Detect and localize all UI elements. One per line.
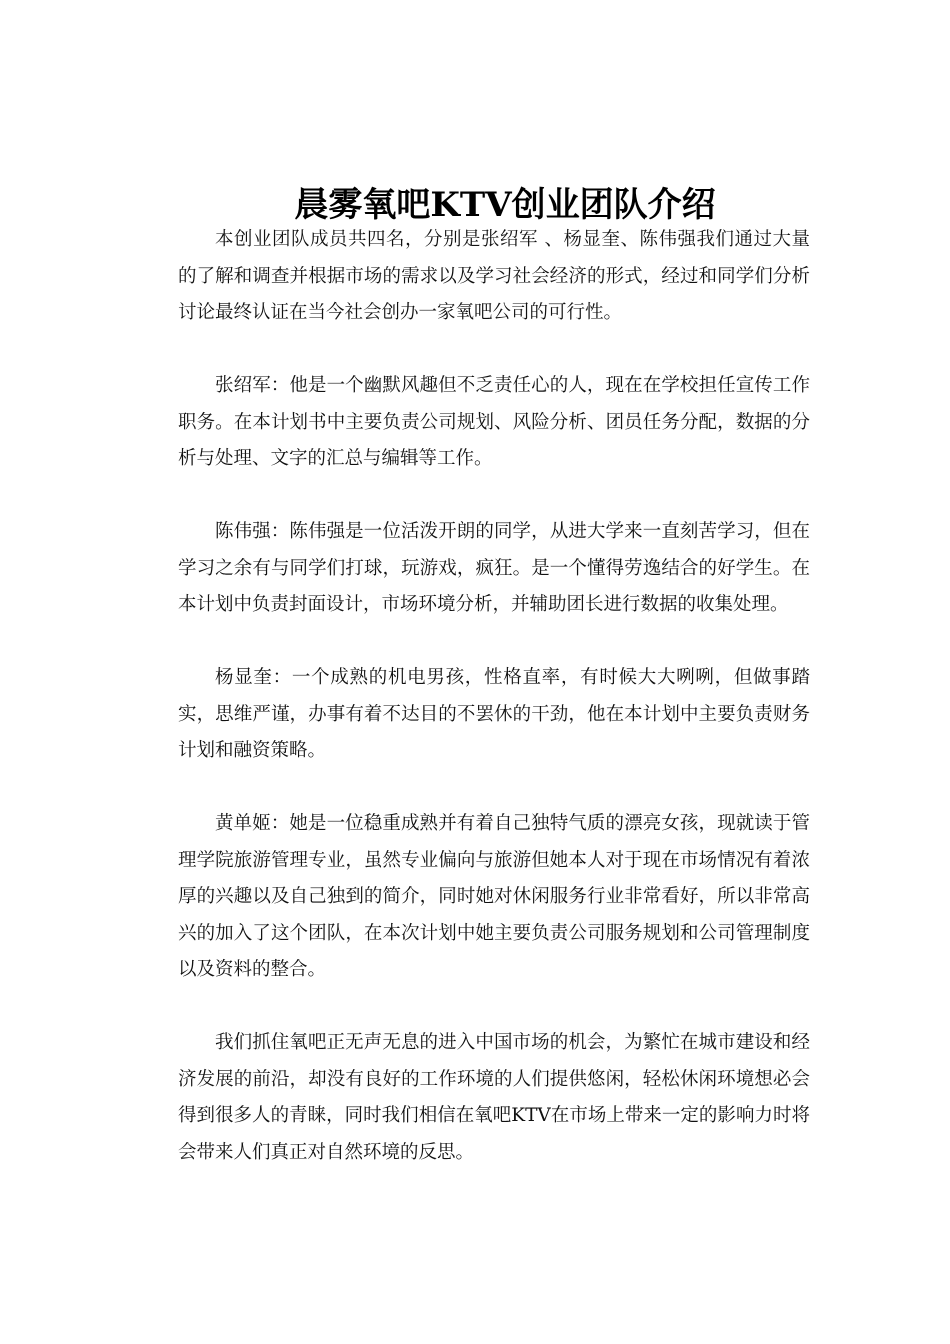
- paragraph-member-huang: 黄单姬：她是一位稳重成熟并有着自己独特气质的漂亮女孩，现就读于管理学院旅游管理专业，虽然专业偏向与旅游但她本人对于现在市场情况有着浓厚的兴趣以及自己独到的简介，同时她对休闲服务行业非常看好，所以非常高兴的加入了这个团队，在本次计划中她主要负责公司服务规划和公司管理制度以及资料的整合。: [178, 813, 810, 980]
- paragraph-member-chen: 陈伟强：陈伟强是一位活泼开朗的同学，从进大学来一直刻苦学习，但在学习之余有与同学们打球，玩游戏，疯狂。是一个懂得劳逸结合的好学生。在本计划中负责封面设计，市场环境分析，并辅助团长进行数据的收集处理。: [178, 521, 810, 615]
- document-body: [178, 222, 810, 1171]
- document-title: 晨雾氧吧KTV创业团队介绍: [294, 184, 716, 225]
- paragraph-member-zhang: 张绍军：他是一个幽默风趣但不乏责任心的人，现在在学校担任宣传工作职务。在本计划书中主要负责公司规划、风险分析、团员任务分配，数据的分析与处理、文字的汇总与编辑等工作。: [178, 375, 810, 469]
- paragraph-conclusion: 我们抓住氧吧正无声无息的进入中国市场的机会，为繁忙在城市建设和经济发展的前沿，却没有良好的工作环境的人们提供悠闲，轻松休闲环境想必会得到很多人的青睐，同时我们相信在氧吧KTV在市场上带来一定的影响力时将会带来人们真正对自然环境的反思。: [178, 1032, 810, 1163]
- paragraph-intro: 本创业团队成员共四名，分别是张绍军 、杨显奎、陈伟强我们通过大量的了解和调查并根据市场的需求以及学习社会经济的形式，经过和同学们分析讨论最终认证在当今社会创办一家氧吧公司的可行性。: [178, 229, 810, 323]
- paragraph-member-yang: 杨显奎：一个成熟的机电男孩，性格直率，有时候大大咧咧，但做事踏实，思维严谨，办事有着不达目的不罢休的干劲，他在本计划中主要负责财务计划和融资策略。: [178, 667, 810, 761]
